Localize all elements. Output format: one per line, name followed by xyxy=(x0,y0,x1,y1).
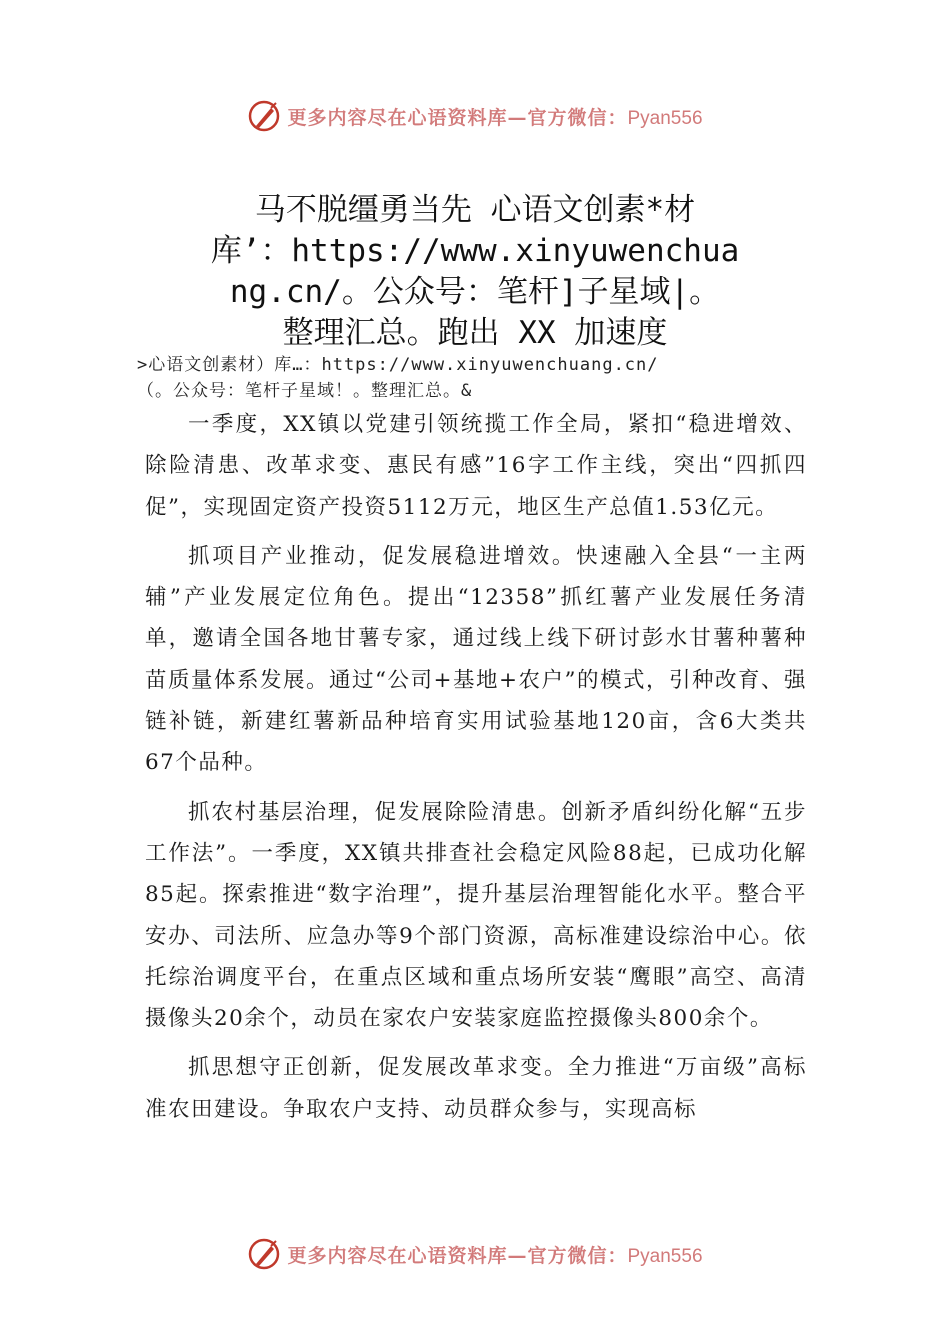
banner-slogan: 更多内容尽在心语资料库—官方微信： xyxy=(287,106,628,129)
document-title xyxy=(150,190,800,354)
wechat-id: Pyan556 xyxy=(627,107,703,129)
title-line: 马不脱缰勇当先 心语文创素*材 xyxy=(254,192,696,228)
banner-slogan: 更多内容尽在心语资料库—官方微信： xyxy=(287,1244,628,1267)
footer-banner xyxy=(0,1234,950,1274)
title-line: 整理汇总。跑出 XX 加速度 xyxy=(282,315,668,351)
document-body xyxy=(145,404,807,1130)
source-line: （。公众号：笔杆子星域！。整理汇总。& xyxy=(137,381,473,401)
paragraph: 抓思想守正创新，促发展改革求变。全力推进“万亩级”高标准农田建设。争取农户支持、动员群众参与，实现高标 xyxy=(145,1055,807,1122)
banner-text xyxy=(287,1241,702,1268)
title-line: 库’：https://www.xinyuwenchua xyxy=(210,233,740,269)
source-line: >心语文创素材）库…：https://www.xinyuwenchuang.cn/ xyxy=(137,355,659,375)
paragraph: 一季度，XX镇以党建引领统揽工作全局，紧扣“稳进增效、除险清患、改革求变、惠民有感”16字工作主线，突出“四抓四促”，实现固定资产投资5112万元，地区生产总值1.53亿元。 xyxy=(145,412,807,520)
paragraph: 抓项目产业推动，促发展稳进增效。快速融入全县“一主两辅”产业发展定位角色。提出“12358”抓红薯产业发展任务清单，邀请全国各地甘薯专家，通过线上线下研讨彭水甘薯种薯种苗质量体系发展。通过“公司+基地+农户”的模式，引种改育、强链补链，新建红薯新品种培育实用试验基地120亩，含6大类共67个品种。 xyxy=(145,543,808,776)
source-note xyxy=(137,352,817,404)
quill-logo-icon xyxy=(247,1237,281,1271)
paragraph: 抓农村基层治理，促发展除险清患。创新矛盾纠纷化解“五步工作法”。一季度，XX镇共排查社会稳定风险88起，已成功化解85起。探索推进“数字治理”，提升基层治理智能化水平。整合平安办、司法所、应急办等9个部门资源，高标准建设综治中心。依托综治调度平台，在重点区域和重点场所安装“鹰眼”高空、高清摄像头20余个，动员在家农户安装家庭监控摄像头800余个。 xyxy=(145,799,807,1032)
title-line: ng.cn/。公众号：笔杆]子星域|。 xyxy=(229,274,721,310)
header-banner xyxy=(0,96,950,136)
quill-logo-icon xyxy=(247,99,281,133)
wechat-id: Pyan556 xyxy=(627,1245,703,1267)
banner-text xyxy=(287,103,702,130)
